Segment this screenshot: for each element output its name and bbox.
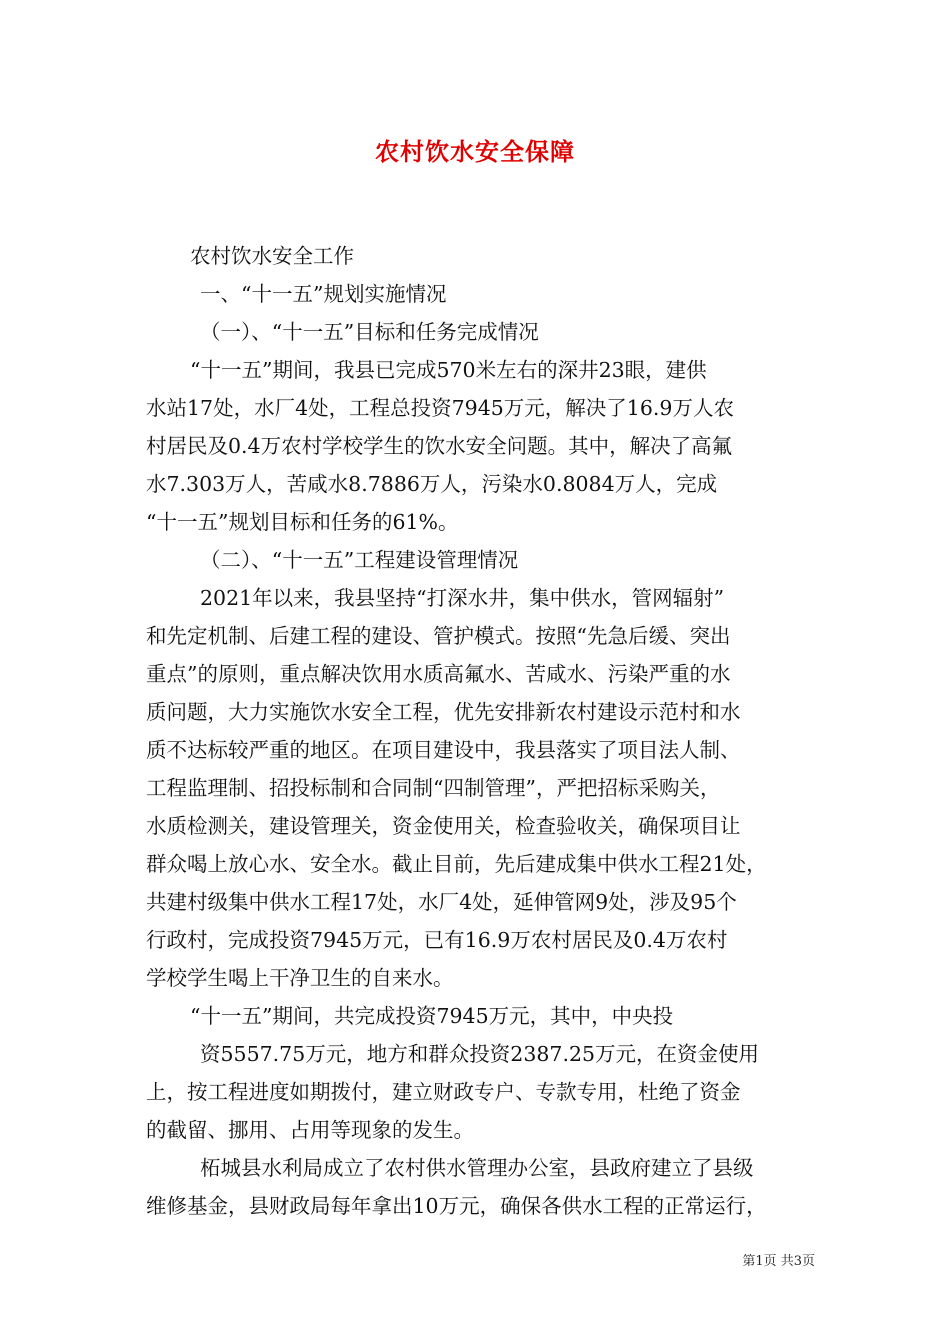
paragraph-line: 资5557.75万元，地方和群众投资2387.25万元，在资金使用 [200, 1042, 760, 1066]
paragraph-line: 群众喝上放心水、安全水。截止目前，先后建成集中供水工程21处， [146, 852, 767, 876]
paragraph-line: 维修基金，县财政局每年拿出10万元，确保各供水工程的正常运行， [146, 1194, 767, 1218]
paragraph-line: 学校学生喝上干净卫生的自来水。 [146, 966, 454, 990]
paragraph-line: 村居民及0.4万农村学校学生的饮水安全问题。其中，解决了高氟 [146, 434, 733, 458]
heading-line: 农村饮水安全工作 [190, 244, 354, 268]
paragraph-line: “十一五”期间，共完成投资7945万元，其中，中央投 [190, 1004, 674, 1028]
paragraph-line: 水质检测关，建设管理关，资金使用关，检查验收关，确保项目让 [146, 814, 741, 838]
paragraph-line: 重点”的原则，重点解决饮用水质高氟水、苦咸水、污染严重的水 [146, 662, 731, 686]
paragraph-line: 共建村级集中供水工程17处，水厂4处，延伸管网9处，涉及95个 [146, 890, 737, 914]
paragraph-line: 水站17处，水厂4处，工程总投资7945万元，解决了16.9万人农 [146, 396, 734, 420]
document-title: 农村饮水安全保障 [375, 137, 575, 166]
paragraph-line: “十一五”规划目标和任务的61%。 [146, 510, 459, 534]
page-number: 第1页 共3页 [742, 1254, 815, 1269]
paragraph-line: 质问题，大力实施饮水安全工程，优先安排新农村建设示范村和水 [146, 700, 741, 724]
paragraph-line: 2021年以来，我县坚持“打深水井，集中供水，管网辐射” [200, 586, 725, 610]
paragraph-line: 上，按工程进度如期拨付，建立财政专户、专款专用，杜绝了资金 [146, 1080, 741, 1104]
paragraph-line: 的截留、挪用、占用等现象的发生。 [146, 1118, 474, 1142]
paragraph-line: 柘城县水利局成立了农村供水管理办公室，县政府建立了县级 [200, 1156, 754, 1180]
paragraph-line: 水7.303万人，苦咸水8.7886万人，污染水0.8084万人，完成 [146, 472, 718, 496]
section-heading: 一、“十一五”规划实施情况 [200, 282, 447, 306]
paragraph-line: 行政村，完成投资7945万元，已有16.9万农村居民及0.4万农村 [146, 928, 728, 952]
paragraph-line: 质不达标较严重的地区。在项目建设中，我县落实了项目法人制、 [146, 738, 741, 762]
subsection-heading: （一）、“十一五”目标和任务完成情况 [200, 320, 539, 344]
paragraph-line: 和先定机制、后建工程的建设、管护模式。按照“先急后缓、突出 [146, 624, 731, 648]
paragraph-line: “十一五”期间，我县已完成570米左右的深井23眼，建供 [190, 358, 707, 382]
subsection-heading: （二）、“十一五”工程建设管理情况 [200, 548, 519, 572]
paragraph-line: 工程监理制、招投标制和合同制“四制管理”，严把招标采购关， [146, 776, 721, 800]
